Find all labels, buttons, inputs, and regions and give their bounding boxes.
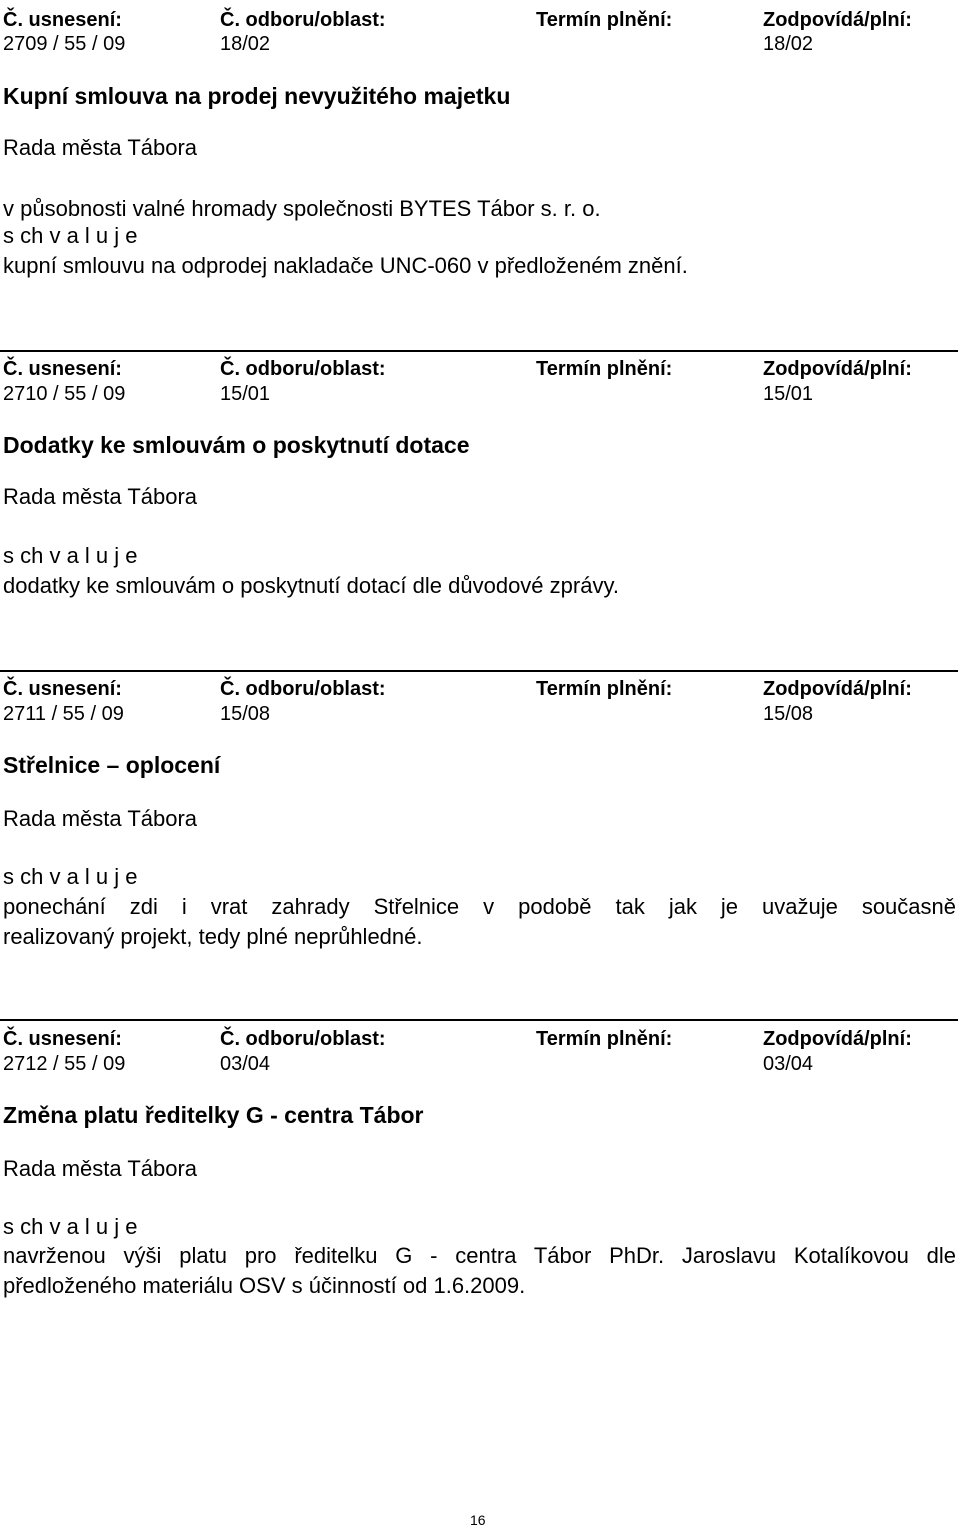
resolution-text: kupní smlouvu na odprodej nakladače UNC-060 v předloženém znění. — [3, 253, 688, 278]
responsible-code: 18/02 — [763, 33, 814, 55]
header-resolution-number: Č. usnesení: — [3, 358, 122, 380]
header-deadline: Termín plnění: — [536, 1028, 673, 1050]
page-number: 16 — [470, 1512, 486, 1528]
resolution-number: 2712 / 55 / 09 — [3, 1053, 126, 1075]
resolution-values-row — [3, 382, 958, 406]
resolution-body: Rada města Tábora — [3, 1156, 198, 1181]
header-responsible: Zodpovídá/plní: — [763, 9, 912, 31]
resolution-verb: s ch v a l u j e — [3, 1214, 138, 1239]
section-divider — [0, 670, 958, 672]
resolution-text-line: předloženého materiálu OSV s účinností od 1.6.2009. — [3, 1273, 526, 1298]
responsible-code: 15/01 — [763, 383, 814, 405]
header-department: Č. odboru/oblast: — [220, 678, 386, 700]
resolution-verb: s ch v a l u j e — [3, 864, 138, 889]
resolution-text-line: navrženou výši platu pro ředitelku G - centra Tábor PhDr. Jaroslavu Kotalíkovou dle — [3, 1243, 956, 1268]
resolution-body: Rada města Tábora — [3, 135, 198, 160]
resolution-header-row — [3, 8, 958, 32]
section-divider — [0, 350, 958, 352]
resolution-context: v působnosti valné hromady společnosti BYTES Tábor s. r. o. — [3, 196, 601, 221]
resolution-number: 2711 / 55 / 09 — [3, 703, 124, 725]
responsible-code: 15/08 — [763, 703, 814, 725]
resolution-verb: s ch v a l u j e — [3, 223, 138, 248]
header-responsible: Zodpovídá/plní: — [763, 1028, 912, 1050]
resolution-header-row — [3, 677, 958, 701]
header-department: Č. odboru/oblast: — [220, 1028, 386, 1050]
responsible-code: 03/04 — [763, 1053, 814, 1075]
header-deadline: Termín plnění: — [536, 9, 673, 31]
resolution-title: Změna platu ředitelky G - centra Tábor — [3, 1102, 424, 1128]
resolution-title: Kupní smlouva na prodej nevyužitého majetku — [3, 83, 511, 109]
department-code: 15/01 — [220, 383, 271, 405]
resolution-header-row — [3, 1027, 958, 1051]
resolution-header-row — [3, 357, 958, 381]
resolution-body: Rada města Tábora — [3, 484, 198, 509]
resolution-verb: s ch v a l u j e — [3, 543, 138, 568]
section-divider — [0, 1019, 958, 1021]
resolution-values-row — [3, 32, 958, 56]
header-deadline: Termín plnění: — [536, 358, 673, 380]
resolution-values-row — [3, 1052, 958, 1076]
resolution-text-line: realizovaný projekt, tedy plné neprůhledné. — [3, 924, 423, 949]
header-resolution-number: Č. usnesení: — [3, 9, 122, 31]
resolution-number: 2709 / 55 / 09 — [3, 33, 126, 55]
resolution-text — [3, 892, 956, 952]
header-resolution-number: Č. usnesení: — [3, 1028, 122, 1050]
resolution-text-line: ponechání zdi i vrat zahrady Střelnice v podobě tak jak je uvažuje současně — [3, 894, 956, 919]
resolution-body: Rada města Tábora — [3, 806, 198, 831]
header-resolution-number: Č. usnesení: — [3, 678, 122, 700]
header-department: Č. odboru/oblast: — [220, 358, 386, 380]
resolution-title: Dodatky ke smlouvám o poskytnutí dotace — [3, 432, 470, 458]
header-responsible: Zodpovídá/plní: — [763, 678, 912, 700]
resolution-text — [3, 1241, 956, 1301]
resolution-text: dodatky ke smlouvám o poskytnutí dotací dle důvodové zprávy. — [3, 573, 619, 598]
header-deadline: Termín plnění: — [536, 678, 673, 700]
department-code: 03/04 — [220, 1053, 271, 1075]
header-responsible: Zodpovídá/plní: — [763, 358, 912, 380]
resolution-values-row — [3, 702, 958, 726]
header-department: Č. odboru/oblast: — [220, 9, 386, 31]
department-code: 18/02 — [220, 33, 271, 55]
resolution-number: 2710 / 55 / 09 — [3, 383, 126, 405]
resolution-title: Střelnice – oplocení — [3, 752, 221, 778]
department-code: 15/08 — [220, 703, 271, 725]
